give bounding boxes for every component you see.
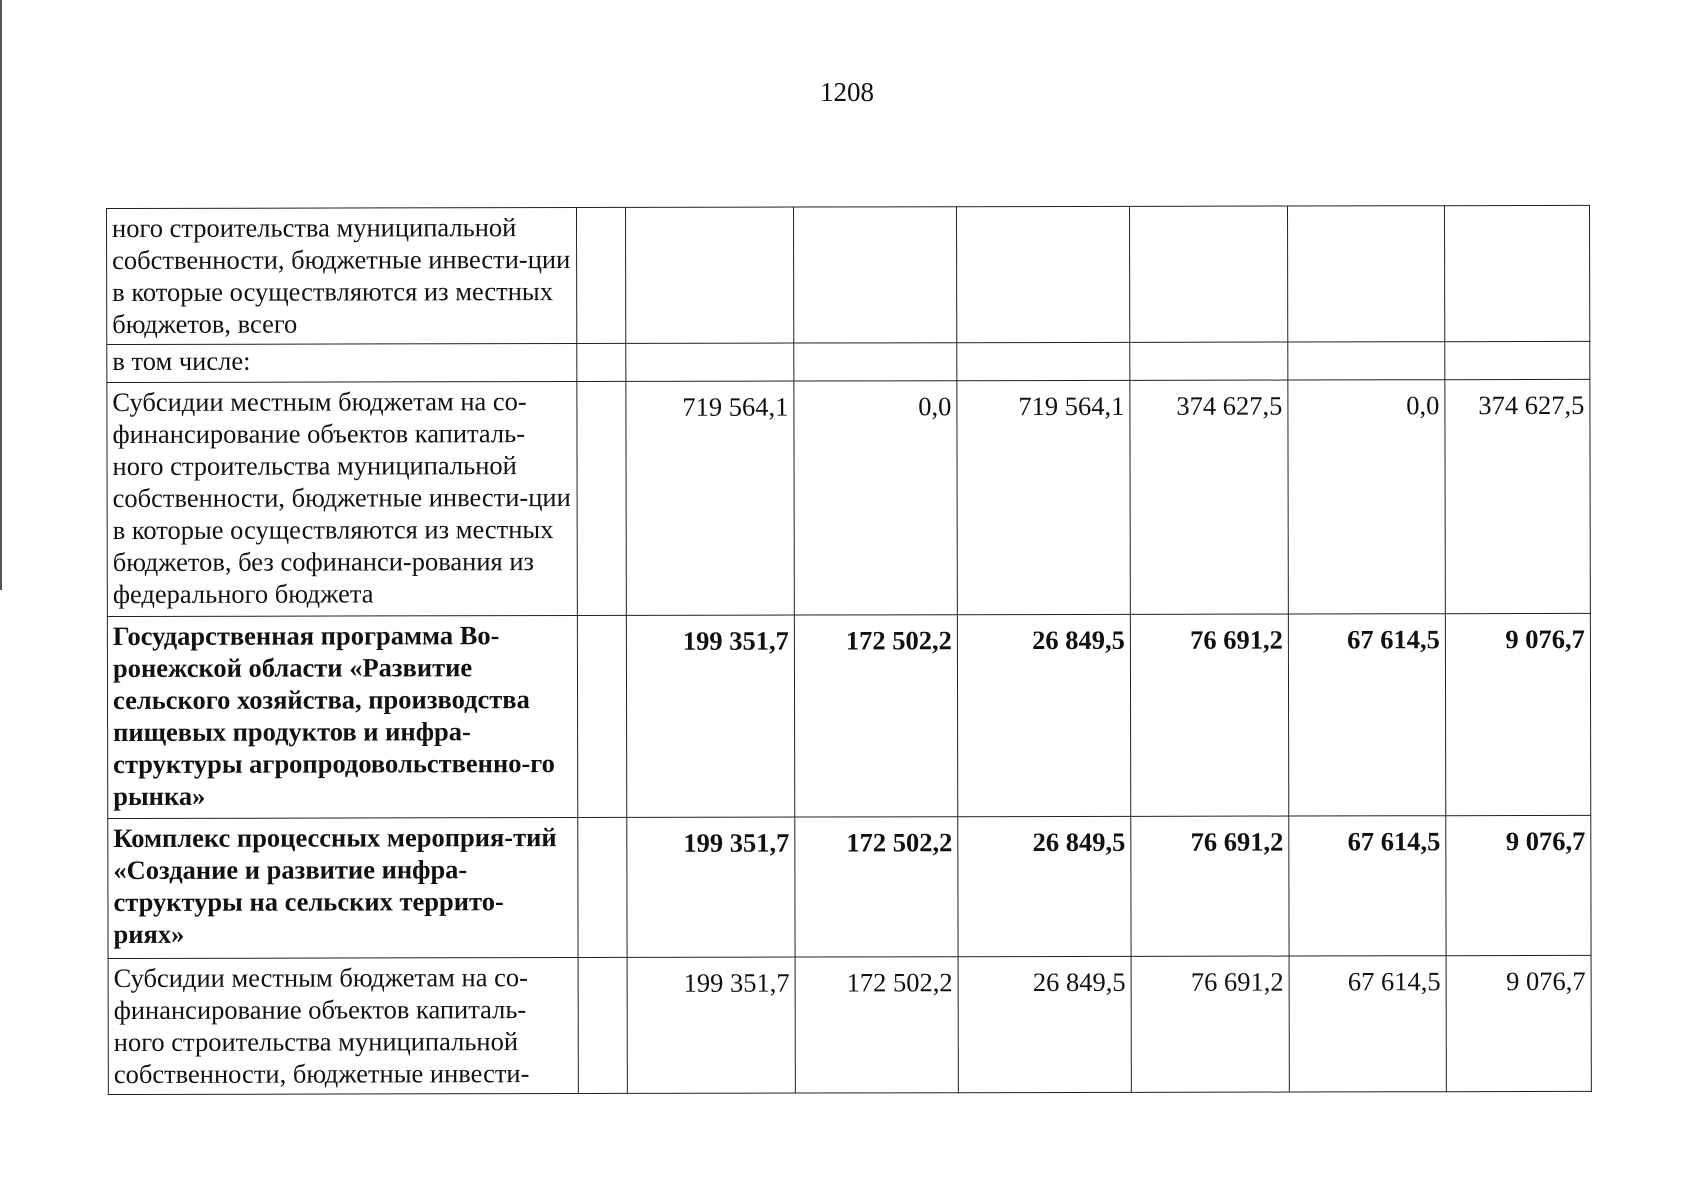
value-cell: 67 614,5 — [1289, 816, 1446, 956]
table-row — [107, 205, 1590, 344]
row-label: в том числе: — [107, 344, 577, 383]
value-cell: 199 351,7 — [627, 957, 795, 1093]
row-label: Субсидии местным бюджетам на со-финансирование объектов капиталь-ного строительства муниципальной собственности, бюджетные инвести- — [108, 958, 578, 1095]
budget-table — [106, 205, 1592, 1095]
value-cell — [1130, 342, 1288, 380]
value-cell: 374 627,5 — [1445, 379, 1590, 613]
value-cell — [626, 343, 794, 381]
value-cell: 9 076,7 — [1446, 815, 1591, 955]
empty-cell — [578, 957, 627, 1093]
table-row — [108, 955, 1591, 1094]
row-label: ного строительства муниципальной собственности, бюджетные инвести-ции в которые осуществляются из местных бюджетов, всего — [107, 208, 577, 345]
value-cell — [1288, 342, 1445, 380]
empty-cell — [577, 615, 626, 817]
value-cell: 0,0 — [794, 381, 957, 615]
value-cell: 172 502,2 — [795, 957, 958, 1093]
row-label: Государственная программа Во-ронежской области «Развитие сельского хозяйства, производства пищевых продуктов и инфра-структуры агропродовольственно-го рынка» — [107, 616, 577, 819]
value-cell — [625, 207, 793, 343]
value-cell — [1129, 206, 1287, 342]
table-row — [107, 613, 1590, 818]
value-cell — [1287, 206, 1444, 342]
table-row — [107, 379, 1590, 616]
value-cell — [1445, 341, 1590, 379]
value-cell — [1444, 205, 1589, 341]
value-cell: 172 502,2 — [795, 817, 958, 957]
value-cell: 719 564,1 — [626, 381, 794, 615]
value-cell: 26 849,5 — [958, 816, 1131, 956]
empty-cell — [578, 817, 627, 957]
value-cell: 199 351,7 — [627, 817, 795, 957]
value-cell: 76 691,2 — [1130, 614, 1288, 816]
value-cell: 719 564,1 — [957, 380, 1130, 614]
row-label: Комплекс процессных мероприя-тий «Создание и развитие инфра-структуры на сельских террито-риях» — [108, 818, 578, 959]
value-cell: 26 849,5 — [958, 956, 1131, 1092]
page-number: 1208 — [820, 77, 874, 107]
empty-cell — [577, 381, 626, 615]
row-label: Субсидии местным бюджетам на со-финансирование объектов капиталь-ного строительства муниципальной собственности, бюджетные инвести-ции в которые осуществляются из местных бюджетов, без софинанси-рования из федерального бюджета — [107, 382, 577, 617]
value-cell: 199 351,7 — [626, 615, 794, 817]
value-cell: 9 076,7 — [1445, 613, 1590, 815]
value-cell — [794, 343, 957, 381]
value-cell: 9 076,7 — [1446, 955, 1591, 1091]
value-cell: 76 691,2 — [1131, 816, 1289, 956]
value-cell: 76 691,2 — [1131, 956, 1289, 1092]
value-cell: 26 849,5 — [957, 614, 1130, 816]
empty-cell — [577, 343, 626, 381]
table-row — [107, 341, 1590, 382]
value-cell: 0,0 — [1288, 380, 1445, 614]
value-cell: 67 614,5 — [1288, 614, 1445, 816]
value-cell — [793, 207, 956, 343]
empty-cell — [577, 207, 626, 343]
value-cell — [956, 206, 1129, 342]
value-cell: 172 502,2 — [794, 615, 957, 817]
table-row — [108, 815, 1591, 958]
value-cell: 67 614,5 — [1289, 956, 1446, 1092]
value-cell — [957, 342, 1130, 380]
value-cell: 374 627,5 — [1130, 380, 1288, 614]
